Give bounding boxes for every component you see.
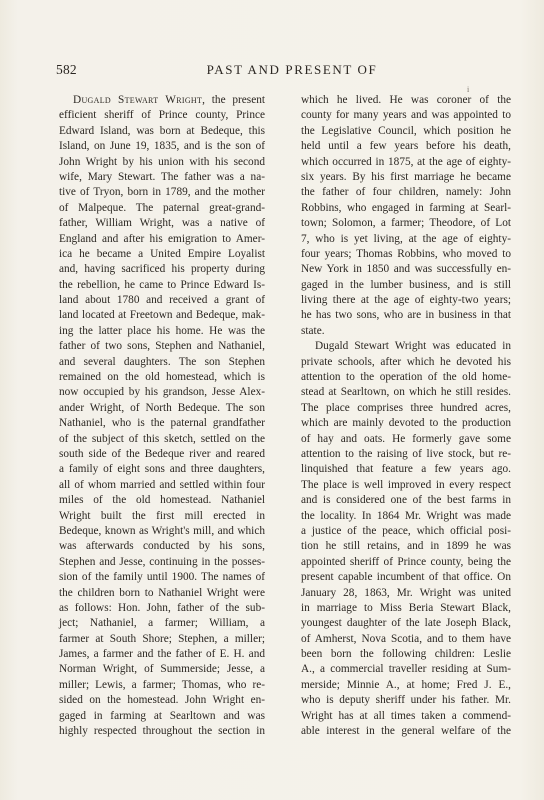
margin-mark: i <box>467 85 470 94</box>
text-line <box>301 586 511 601</box>
text-line <box>59 724 265 739</box>
line-text: who is deputy sheriff under his father. Mr. <box>301 694 511 707</box>
line-text: in marriage to Miss Beria Stewart Black, <box>301 601 511 614</box>
line-text: miles of the old homestead. Nathaniel <box>59 494 265 507</box>
text-line <box>301 262 511 277</box>
text-line <box>59 632 265 647</box>
text-line <box>59 693 265 708</box>
text-line <box>59 616 265 631</box>
text-line <box>301 216 511 231</box>
text-line <box>301 709 511 724</box>
text-line <box>301 339 511 354</box>
text-line <box>301 139 511 154</box>
line-text: private schools, after which he devoted his <box>301 355 511 368</box>
line-text: four years; Thomas Robbins, who moved to <box>301 247 511 260</box>
line-text: gaged in farming at Searltown and was <box>59 709 265 722</box>
line-text: which occurred in 1875, at the age of eighty- <box>301 155 511 168</box>
text-line <box>59 493 265 508</box>
text-line <box>59 308 265 323</box>
line-text: ica he became a United Empire Loyalist <box>59 247 265 260</box>
text-line <box>59 447 265 462</box>
text-line <box>301 478 511 493</box>
page-number: 582 <box>56 62 77 77</box>
line-text: A., a commercial traveller residing at Sum- <box>301 663 511 676</box>
line-text: miller; Lewis, a farmer; Thomas, who re- <box>59 678 265 691</box>
line-text: south side of the Bedeque river and reared <box>59 447 265 460</box>
text-line <box>301 632 511 647</box>
line-text: Island, on June 19, 1835, and is the son of <box>59 140 265 153</box>
line-text: land located at Freetown and Bedeque, mak- <box>59 309 265 322</box>
text-line <box>301 185 511 200</box>
text-line <box>301 385 511 400</box>
line-text: ing the latter place his home. He was the <box>59 324 265 337</box>
line-text: tive of Tryon, born in 1789, and the mother <box>59 186 265 199</box>
line-text: highly respected throughout the section in <box>59 725 265 738</box>
line-text: Norman Wright, of Summerside; Jesse, a <box>59 663 265 676</box>
text-line <box>301 247 511 262</box>
line-text: as follows: Hon. John, father of the sub- <box>59 601 265 614</box>
text-line <box>59 509 265 524</box>
line-text: The place is well improved in every respect <box>301 478 511 491</box>
text-line <box>301 447 511 462</box>
line-text: wife, Mary Stewart. The father was a na- <box>59 170 265 183</box>
line-text: of Amherst, Nova Scotia, and to them have <box>301 632 511 645</box>
line-text: efficient sheriff of Prince county, Prince <box>59 109 265 122</box>
text-line <box>59 216 265 231</box>
line-text: The place comprises three hundred acres, <box>301 401 511 414</box>
line-text: town; Solomon, a farmer; Theodore, of Lot <box>301 217 511 230</box>
text-line <box>59 293 265 308</box>
line-text: and, having sacrificed his property during <box>59 263 265 276</box>
line-text: England and after his emigration to Amer- <box>59 232 265 245</box>
text-line <box>301 662 511 677</box>
line-text: county for many years and was appointed to <box>301 109 511 122</box>
text-line <box>59 262 265 277</box>
text-line <box>301 432 511 447</box>
line-text: a justice of the peace, which official posi- <box>301 524 511 537</box>
line-text: tion he still retains, and in 1899 he was <box>301 540 511 553</box>
line-text: which he lived. He was coroner of the <box>301 94 511 106</box>
text-line <box>59 432 265 447</box>
text-line <box>59 139 265 154</box>
line-text: attention to the raising of live stock, but re- <box>301 447 511 460</box>
text-line <box>301 293 511 308</box>
line-text: 7, who is yet living, at the age of eighty- <box>301 232 511 245</box>
line-text: of hay and oats. He formerly gave some <box>301 432 511 445</box>
line-text: stead at Searltown, on which he still resides. <box>301 386 511 399</box>
text-line <box>59 601 265 616</box>
text-line <box>59 416 265 431</box>
text-line <box>59 678 265 693</box>
text-line <box>59 539 265 554</box>
line-text: youngest daughter of the late Joseph Black, <box>301 617 511 630</box>
text-line <box>59 108 265 123</box>
text-line <box>59 647 265 662</box>
text-line <box>301 155 511 170</box>
line-text: all of whom married and settled within four <box>59 478 265 491</box>
line-text: John Wright by his union with his second <box>59 155 265 168</box>
text-line <box>301 416 511 431</box>
line-text: of Malpeque. The paternal great-grand- <box>59 201 265 214</box>
right-column <box>301 93 511 739</box>
text-line <box>59 401 265 416</box>
text-line <box>301 324 511 339</box>
line-text: the locality. In 1864 Mr. Wright was made <box>301 509 511 522</box>
line-text: he has two sons, who are in business in that <box>301 309 511 322</box>
text-line <box>301 601 511 616</box>
text-line <box>301 493 511 508</box>
line-text: merside; Minnie A., at home; Fred J. E., <box>301 678 511 691</box>
line-text: Wright has at all times taken a commend- <box>301 709 511 722</box>
text-line <box>301 108 511 123</box>
text-line <box>301 509 511 524</box>
line-text: Edward Island, was born at Bedeque, this <box>59 124 265 137</box>
page-header <box>56 62 488 80</box>
line-text: Wright built the first mill erected in <box>59 509 265 522</box>
line-text: six years. By his first marriage he became <box>301 170 511 183</box>
text-line <box>301 555 511 570</box>
line-text: Robbins, who engaged in farming at Searl- <box>301 201 511 214</box>
line-text: January 28, 1863, Mr. Wright was united <box>301 586 511 599</box>
line-text: which are mainly devoted to the production <box>301 417 511 430</box>
line-text: and is considered one of the best farms in <box>301 494 511 507</box>
text-line <box>59 462 265 477</box>
text-line <box>59 232 265 247</box>
line-text: land about 1780 and received a grant of <box>59 294 265 307</box>
text-line <box>301 693 511 708</box>
line-text: Bedeque, known as Wright's mill, and which <box>59 524 265 537</box>
line-text: father, William Wright, was a native of <box>59 217 265 230</box>
text-line <box>301 570 511 585</box>
text-line <box>59 324 265 339</box>
text-line <box>59 555 265 570</box>
line-text: sion of the family until 1900. The names of <box>59 571 265 584</box>
text-line <box>59 185 265 200</box>
line-text: linquished that feature a few years ago. <box>301 463 511 476</box>
text-line <box>59 586 265 601</box>
line-text: now occupied by his grandson, Jesse Alex- <box>59 386 265 399</box>
line-text: able interest in the general welfare of the <box>301 725 511 738</box>
line-text: Nathaniel, who is the paternal grandfather <box>59 417 265 430</box>
text-line <box>59 385 265 400</box>
line-text: sided on the homestead. John Wright en- <box>59 694 265 707</box>
text-line <box>301 308 511 323</box>
text-line <box>301 370 511 385</box>
subject-name: Dugald Stewart Wright <box>73 94 203 106</box>
line-text: held until a few years before his death, <box>301 140 511 153</box>
line-text: ander Wright, of North Bedeque. The son <box>59 401 265 414</box>
line-text: the father of four children, namely: John <box>301 186 511 199</box>
text-line <box>59 155 265 170</box>
line-text: present capable incumbent of that office. On <box>301 571 511 584</box>
line-text: remained on the old homestead, which is <box>59 371 265 384</box>
line-text: living there at the age of eighty-two years; <box>301 294 511 307</box>
text-line <box>301 170 511 185</box>
line-text: Stephen and Jesse, continuing in the posses- <box>59 555 265 568</box>
text-line <box>59 339 265 354</box>
text-line <box>301 355 511 370</box>
text-line <box>59 201 265 216</box>
line-text: state. <box>301 324 325 337</box>
text-line <box>301 462 511 477</box>
line-text: appointed sheriff of Prince county, being the <box>301 555 511 568</box>
text-line <box>301 93 511 108</box>
line-text: of the subject of this sketch, settled on the <box>59 432 265 445</box>
text-line <box>59 247 265 262</box>
text-line <box>59 93 265 108</box>
text-line <box>59 370 265 385</box>
running-title-text: PAST AND PRESENT OF <box>206 62 378 77</box>
text-line <box>301 201 511 216</box>
line-text: been born the following children: Leslie <box>301 648 511 661</box>
line-text: New York in 1850 and was successfully en- <box>301 263 511 276</box>
text-line <box>301 616 511 631</box>
left-column <box>59 93 265 739</box>
line-text: Dugald Stewart Wright was educated in <box>315 340 511 353</box>
text-line <box>301 647 511 662</box>
text-line <box>301 232 511 247</box>
line-text: James, a farmer and the father of E. H. and <box>59 648 265 661</box>
line-text: farmer at South Shore; Stephen, a miller; <box>59 632 265 645</box>
text-line <box>59 524 265 539</box>
line-text: , the present <box>202 94 265 106</box>
text-line <box>301 539 511 554</box>
line-text: attention to the operation of the old home- <box>301 371 511 384</box>
text-line <box>301 124 511 139</box>
text-line <box>301 724 511 739</box>
line-text: a family of eight sons and three daughters, <box>59 463 265 476</box>
running-title <box>56 62 488 78</box>
text-line <box>301 278 511 293</box>
text-line <box>59 170 265 185</box>
line-text: ject; Nathaniel, a farmer; William, a <box>59 617 265 630</box>
line-text: was afterwards conducted by his sons, <box>59 540 265 553</box>
text-line <box>59 124 265 139</box>
text-line <box>59 478 265 493</box>
text-line <box>301 401 511 416</box>
text-line <box>59 570 265 585</box>
text-line <box>59 662 265 677</box>
line-text: and several daughters. The son Stephen <box>59 355 265 368</box>
line-text: father of two sons, Stephen and Nathaniel, <box>59 340 265 353</box>
line-text: gaged in the lumber business, and is still <box>301 278 511 291</box>
text-line <box>301 524 511 539</box>
line-text: the Legislative Council, which position he <box>301 124 511 137</box>
text-line <box>301 678 511 693</box>
line-text: the children born to Nathaniel Wright were <box>59 586 265 599</box>
text-line <box>59 709 265 724</box>
text-line <box>59 278 265 293</box>
text-line <box>59 355 265 370</box>
line-text: the rebellion, he came to Prince Edward Is- <box>59 278 265 291</box>
